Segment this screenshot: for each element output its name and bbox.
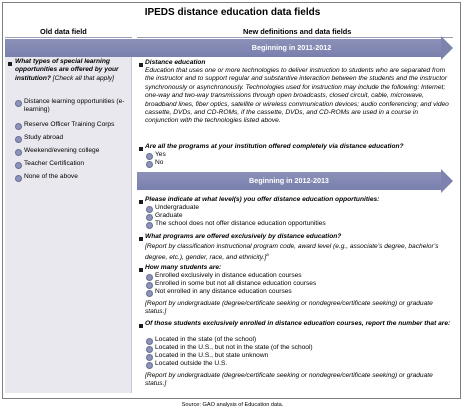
q4-option: Not enrolled in any distance education courses bbox=[155, 288, 292, 295]
old-option: Distance learning opportunities (e-learning) bbox=[24, 98, 125, 114]
q4-option-bullet bbox=[146, 290, 153, 297]
old-option-bullet bbox=[15, 175, 22, 182]
q5-note: [Report by undergraduate (degree/certificate seeking or nondegree/certificate seeking) or graduate status.] bbox=[145, 372, 433, 388]
q2-option: The school does not offer distance education opportunities bbox=[155, 220, 326, 227]
q1-option-bullet bbox=[146, 161, 153, 168]
q4-note: [Report by undergraduate (degree/certificate seeking or nondegree/certificate seeking) or graduate status.] bbox=[145, 300, 433, 316]
old-option: Weekend/evening college bbox=[24, 147, 100, 154]
band-2012-2013-label: Beginning in 2012-2013 bbox=[249, 176, 329, 185]
source-note: Source: GAO analysis of Education data. bbox=[181, 402, 284, 408]
q2-option-bullet bbox=[146, 206, 153, 213]
old-column-header: Old data field bbox=[40, 27, 87, 36]
old-option: Reserve Officer Training Corps bbox=[24, 121, 115, 128]
q5-bullet bbox=[139, 324, 143, 328]
q2-option-bullet bbox=[146, 214, 153, 221]
definition-bullet bbox=[139, 63, 143, 67]
q2-option-bullet bbox=[146, 222, 153, 229]
q1-option-bullet bbox=[146, 153, 153, 160]
q1-text: Are all the programs at your institution offered completely via distance education? bbox=[145, 143, 404, 150]
q5-option-bullet bbox=[146, 354, 153, 361]
old-option-bullet bbox=[15, 136, 22, 143]
q5-option: Located outside the U.S. bbox=[155, 360, 228, 367]
q3-text: What programs are offered exclusively by distance education? bbox=[145, 233, 342, 240]
q2-text: Please indicate at what level(s) you offer distance education opportunities: bbox=[145, 196, 380, 203]
old-option-bullet bbox=[15, 100, 22, 107]
new-column-header: New definitions and data fields bbox=[243, 27, 352, 36]
old-option-bullet bbox=[15, 162, 22, 169]
band-2011-2012-arrow bbox=[5, 39, 441, 57]
old-option-bullet bbox=[15, 149, 22, 156]
q3-footnote-marker: a bbox=[266, 252, 269, 258]
old-option: Teacher Certification bbox=[24, 160, 85, 167]
q2-option: Undergraduate bbox=[155, 204, 199, 211]
figure-title: IPEDS distance education data fields bbox=[144, 7, 321, 18]
q5-option-bullet bbox=[146, 362, 153, 369]
new-header-rule bbox=[137, 37, 453, 38]
q4-text: How many students are: bbox=[145, 264, 222, 271]
q4-option: Enrolled exclusively in distance education courses bbox=[155, 272, 302, 279]
q3-note: [Report by classification instructional program code, award level (e.g., associate’s degree, bachelor’s degree, etc.), gender, race, and ethnicity.]$^a$ bbox=[145, 243, 439, 262]
band-2011-2012-label: Beginning in 2011-2012 bbox=[251, 43, 332, 52]
old-option: Study abroad bbox=[24, 134, 64, 141]
q5-option: Located in the U.S., but state unknown bbox=[155, 352, 269, 359]
q1-option: Yes bbox=[155, 151, 166, 158]
q5-option: Located in the state (of the school) bbox=[155, 336, 257, 343]
definition-text: Education that uses one or more technologies to deliver instruction to students who are separated from the instructor and to support regular and substantive interaction between the students and the instructor synchronously or asynchronously. Technologies used for instruction may include the following: Internet; one-way and two-way transmissions through open broadcasts, closed circuit, cable, microwave, broadband lines, fiber optics, satellite or wireless communication devices; audio conferencing; and video cassette, DVDs, and CD-ROMs, if the cassette, DVDs, and CD-ROMs are used in a course in conjunction with the technologies listed above. bbox=[145, 67, 449, 125]
q2-bullet bbox=[139, 200, 143, 204]
old-question: What types of special learning opportunities are offered by your institution? [Check all that apply] bbox=[15, 58, 119, 82]
q3-bullet bbox=[139, 237, 143, 241]
q4-option-bullet bbox=[146, 282, 153, 289]
q5-option-bullet bbox=[146, 346, 153, 353]
q5-text: Of those students exclusively enrolled in distance education courses, report the number that are: bbox=[145, 320, 451, 327]
band-2012-2013-arrow bbox=[137, 172, 441, 190]
old-option: None of the above bbox=[24, 173, 78, 180]
old-option-bullet bbox=[15, 123, 22, 130]
q5-option: Located in the U.S., but not in the state (of the school) bbox=[155, 344, 313, 351]
q4-option: Enrolled in some but not all distance education courses bbox=[155, 280, 317, 287]
q4-bullet bbox=[139, 268, 143, 272]
definition-title: Distance education bbox=[145, 59, 206, 66]
q5-option-bullet bbox=[146, 338, 153, 345]
old-question-bullet bbox=[8, 62, 12, 66]
q1-bullet bbox=[139, 147, 143, 151]
q2-option: Graduate bbox=[155, 212, 183, 219]
q4-option-bullet bbox=[146, 274, 153, 281]
q1-option: No bbox=[155, 159, 164, 166]
old-header-rule bbox=[5, 37, 132, 38]
